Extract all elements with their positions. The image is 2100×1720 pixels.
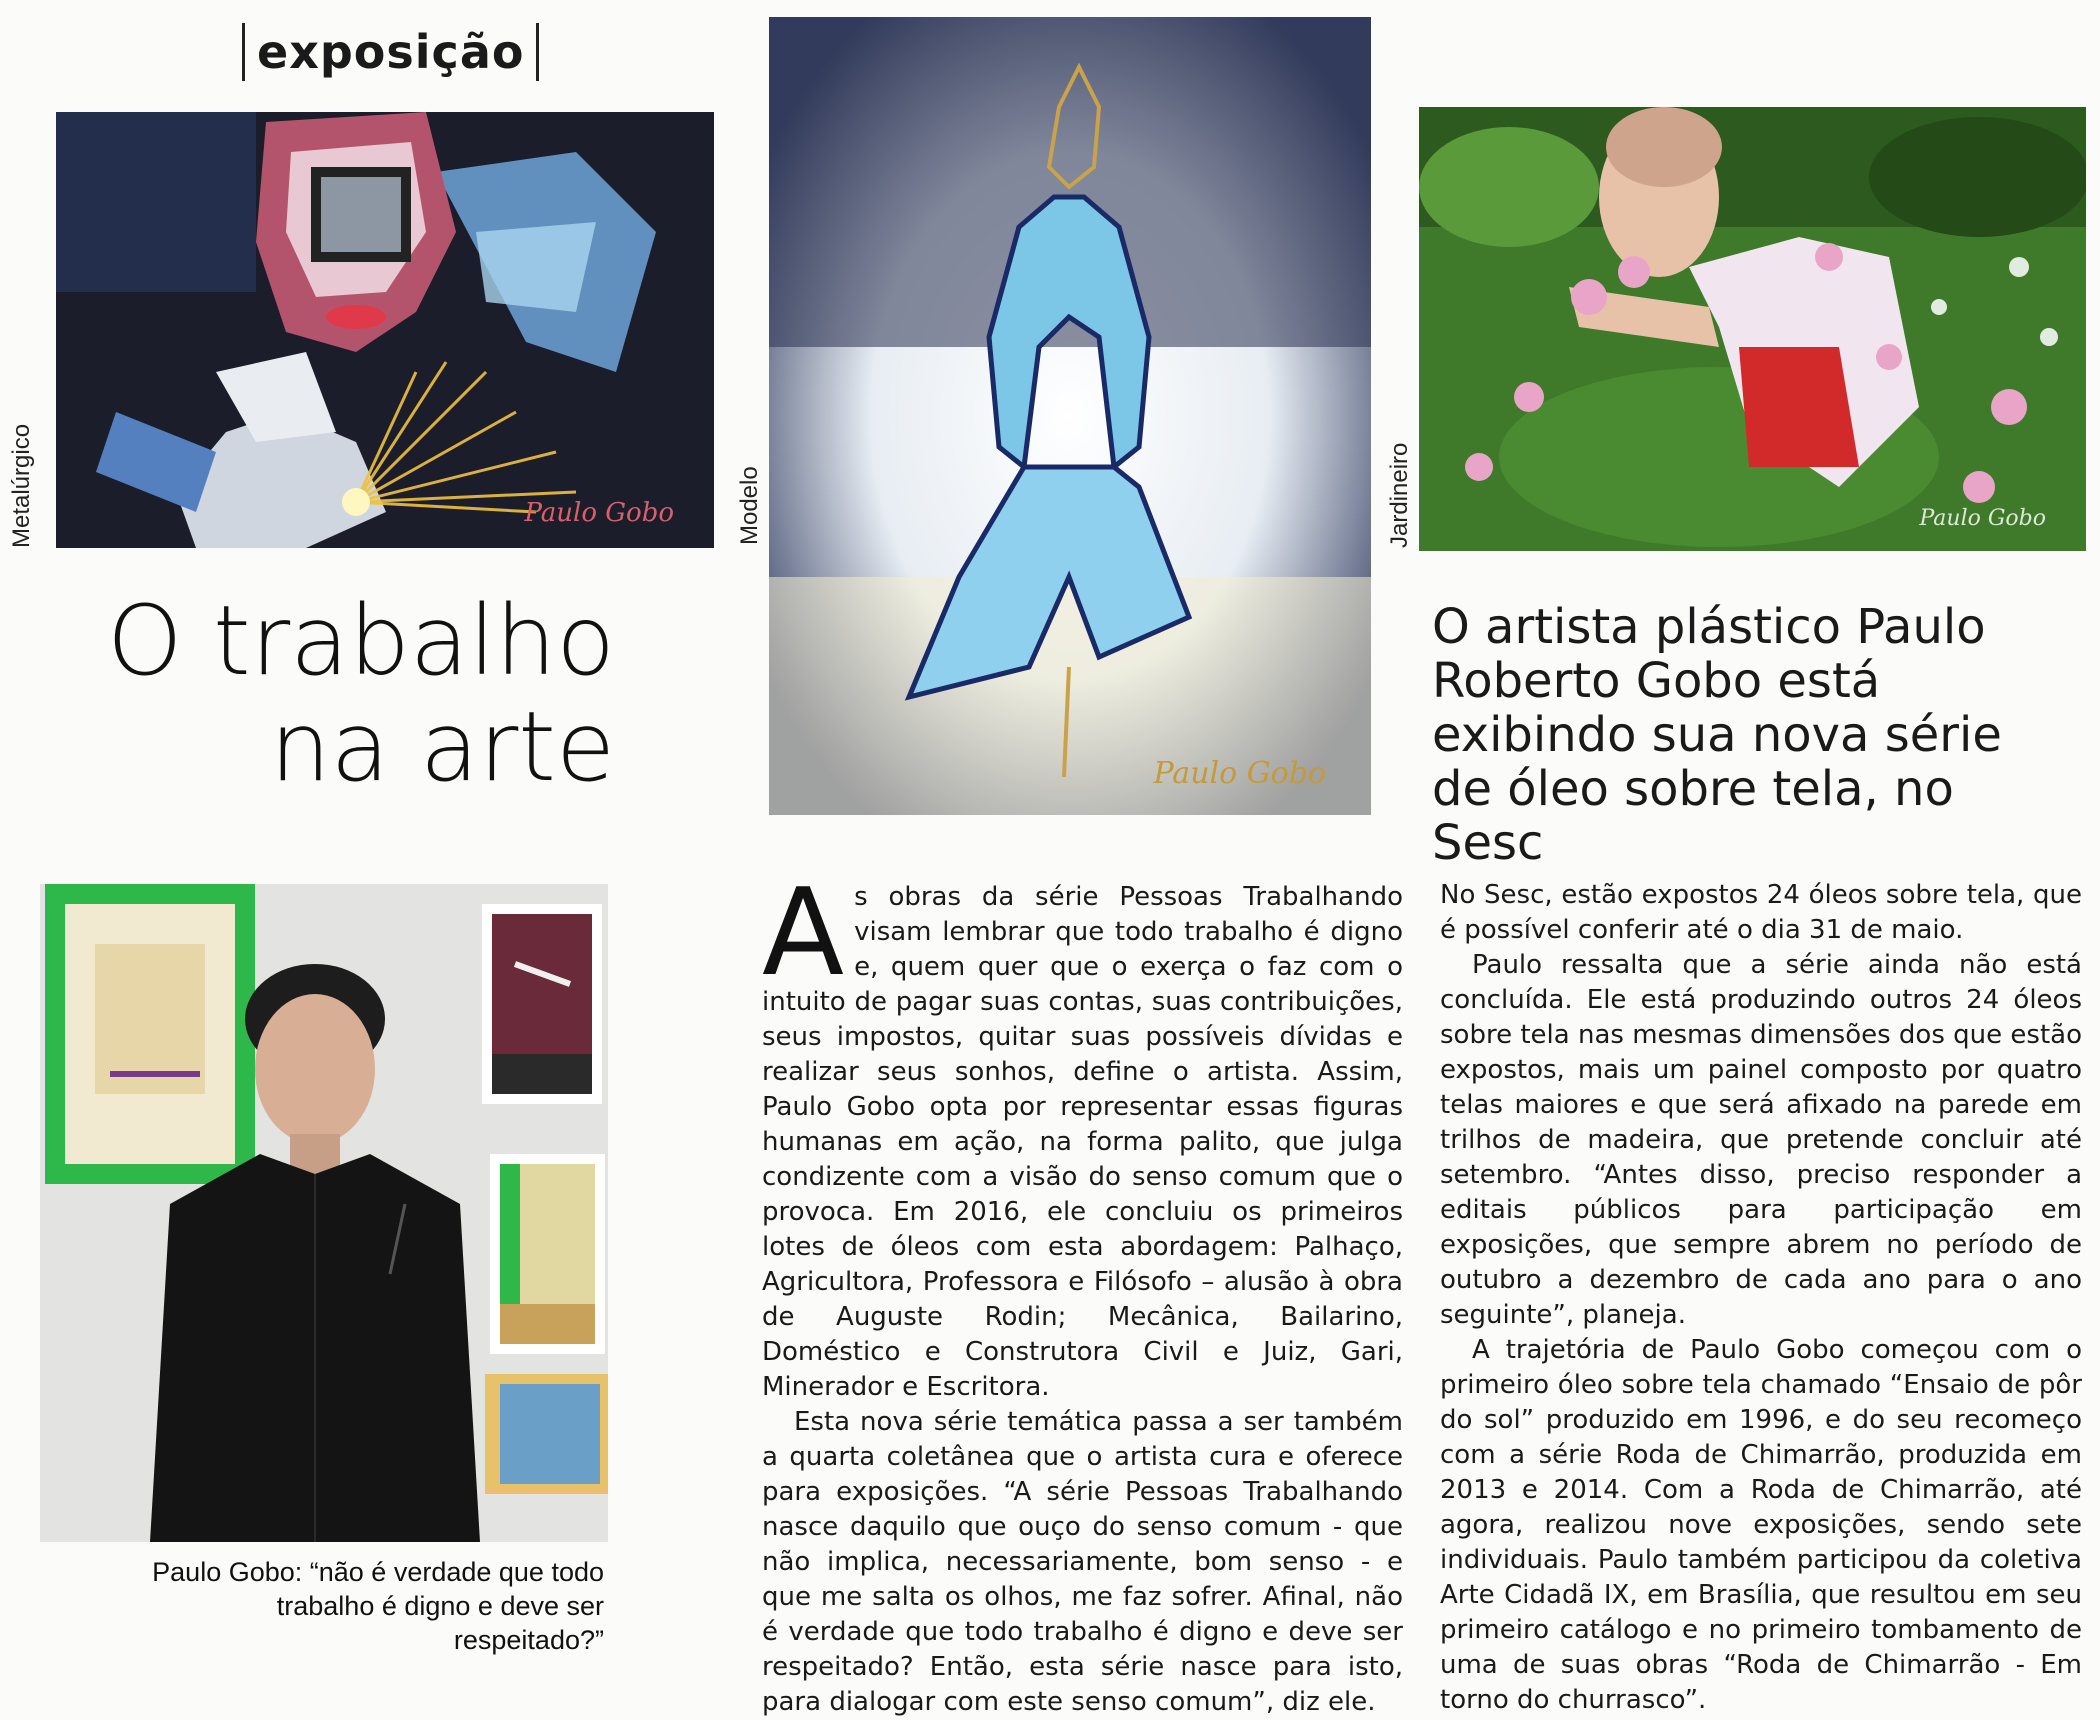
painting-label-metalurgico: Metalúrgico <box>8 423 35 548</box>
painting-jardineiro <box>1419 107 2086 551</box>
drop-cap: A <box>762 864 845 1003</box>
painting-label-modelo: Modelo <box>736 466 763 545</box>
painting-modelo <box>769 17 1371 815</box>
article-paragraph-4: Paulo ressalta que a série ainda não está concluída. Ele está produzindo outros 24 óleos sobre tela nas mesmas dimensões dos que estão expostos, mais um painel composto por quatro telas maiores e que será afixado na parede em trilhos de madeira, que pretende concluir até setembro. “Antes disso, preciso responder a editais públicos para participação em exposições, que sempre abrem no período de outubro a dezembro de cada ano para o ano seguinte”, planeja. <box>1440 950 2082 1330</box>
gardener-painting-image <box>1419 107 2086 551</box>
article-column-1 <box>762 864 1403 1720</box>
painting-signature: Paulo Gobo <box>1153 756 1326 791</box>
article-paragraph-1 <box>762 864 1403 1405</box>
headline <box>60 585 615 803</box>
article-paragraph-2: Esta nova série temática passa a ser também a quarta coletânea que o artista cura e oferece para exposições. “A série Pessoas Trabalhando nasce daquilo que ouço do senso comum - que não implica, necessariamente, bom senso - e que me salta os olhos, me faz sofrer. Afinal, não é verdade que todo trabalho é digno e deve ser respeitado? Então, esta série nasce para isto, para dialogar com este senso comum”, diz ele. <box>762 1407 1403 1717</box>
photo-caption: Paulo Gobo: “não é verdade que todo trabalho é digno e deve ser respeitado?” <box>152 1557 604 1655</box>
article-paragraph-5: A trajetória de Paulo Gobo começou com o primeiro óleo sobre tela chamado “Ensaio de pôr do sol” produzido em 1996, e do seu recomeço com a série Roda de Chimarrão, produzida em 2013 e 2014. Com a Roda de Chimarrão, até agora, realizou nove exposições, sendo sete individuais. Paulo também participou da coletiva Arte Cidadã IX, em Brasília, que resultou em seu primeiro catálogo e no primeiro tombamento de uma de suas obras “Roda de Chimarrão - Em torno do churrasco”. <box>1440 1335 2082 1715</box>
artist-photo <box>40 884 608 1542</box>
painting-signature: Paulo Gobo <box>1919 506 2046 531</box>
artist-photo-image <box>40 884 608 1542</box>
section-tag-label: exposição <box>257 25 525 79</box>
painting-signature: Paulo Gobo <box>524 498 674 528</box>
welder-painting-image <box>56 112 714 548</box>
headline-line-2: na arte <box>269 691 615 803</box>
section-tag <box>242 22 539 82</box>
model-painting-image <box>769 17 1371 815</box>
painting-label-jardineiro: Jardineiro <box>1386 442 1413 548</box>
painting-metalurgico <box>56 112 714 548</box>
deck-subtitle: O artista plástico Paulo Roberto Gobo está exibindo sua nova série de óleo sobre tela, no Sesc <box>1432 599 2002 871</box>
article-paragraph-1-text: s obras da série Pessoas Trabalhando visam lembrar que todo trabalho é digno e, quem quer que o exerça o faz com o intuito de pagar suas contas, suas contribuições, seus impostos, quitar suas possíveis dívidas e realizar seus sonhos, define o artista. Assim, Paulo Gobo opta por representar essas figuras humanas em ação, na forma palito, que julga condizente com a visão do senso comum que o provoca. Em 2016, ele concluiu os primeiros lotes de óleos com esta abordagem: Palhaço, Agricultora, Professora e Filósofo – alusão à obra de Auguste Rodin; Mecânica, Bailarino, Doméstico e Construtora Civil e Juiz, Gari, Minerador e Escritora. <box>762 882 1403 1402</box>
article-column-2 <box>1440 878 2082 1718</box>
headline-line-1: O trabalho <box>106 585 615 697</box>
section-tag-bar-right <box>536 23 539 81</box>
article-paragraph-3: No Sesc, estão expostos 24 óleos sobre tela, que é possível conferir até o dia 31 de maio. <box>1440 880 2082 945</box>
